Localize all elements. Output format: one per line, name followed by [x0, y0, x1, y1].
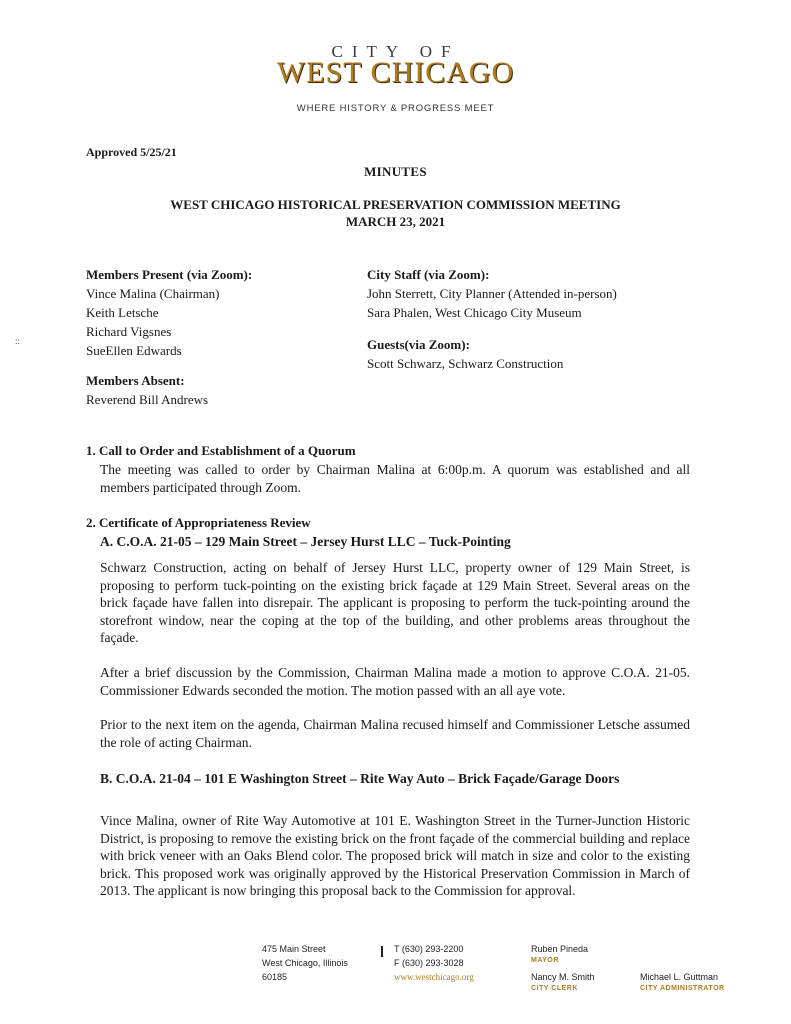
guest-name: Scott Schwarz, Schwarz Construction	[367, 356, 564, 371]
city-staff-header: City Staff (via Zoom):	[367, 267, 490, 282]
member-name: Vince Malina (Chairman)	[86, 286, 220, 301]
guests	[367, 335, 563, 373]
staff-name: Sara Phalen, West Chicago City Museum	[367, 305, 582, 320]
members-absent	[86, 371, 208, 409]
stray-mark: ::	[15, 336, 21, 346]
logo-city-of: CITY OF	[331, 42, 460, 61]
administrator-role: CITY ADMINISTRATOR	[640, 985, 725, 992]
clerk-name: Nancy M. Smith	[531, 972, 595, 982]
members-absent-header: Members Absent:	[86, 373, 185, 388]
item-b-paragraph-1: Vince Malina, owner of Rite Way Automotive at 101 E. Washington Street in the Turner-Junction Historic District, is proposing to remove the existing brick on the front façade of the commercial building and replace with brick veneer with an Oaks Blend color. The proposed brick will match in size and color to the existing brick. This proposed work was originally approved by the Historical Preservation Commission in March of 2013. The applicant is now bringing this proposal back to the Commission for approval.	[100, 813, 690, 898]
member-name: Richard Vigsnes	[86, 324, 172, 339]
footer-clerk	[531, 970, 595, 993]
meeting-title-line1: WEST CHICAGO HISTORICAL PRESERVATION COMMISSION MEETING	[170, 197, 621, 212]
item-a-paragraph-3: Prior to the next item on the agenda, Chairman Malina recused himself and Commissioner Letsche assumed the role of acting Chairman.	[100, 717, 690, 750]
phone-number: T (630) 293-2200	[394, 944, 464, 954]
item-b-title: B. C.O.A. 21-04 – 101 E Washington Street – Rite Way Auto – Brick Façade/Garage Doors	[100, 771, 620, 786]
footer-administrator	[640, 970, 725, 993]
meeting-date: MARCH 23, 2021	[345, 214, 446, 229]
logo-west-chicago: WEST CHICAGO	[276, 56, 515, 89]
address-street: 475 Main Street	[262, 944, 326, 954]
meeting-title	[0, 196, 791, 230]
footer-divider	[381, 946, 383, 957]
section-2-title: 2. Certificate of Appropriateness Review	[86, 515, 311, 530]
footer-contact	[394, 942, 474, 984]
city-staff	[367, 265, 617, 322]
logo-tagline: WHERE HISTORY & PROGRESS MEET	[296, 103, 495, 114]
website-link[interactable]: www.westchicago.org	[394, 972, 474, 982]
member-name: Keith Letsche	[86, 305, 159, 320]
approved-date: Approved 5/25/21	[86, 145, 177, 159]
members-present	[86, 265, 252, 360]
mayor-role: MAYOR	[531, 957, 559, 964]
guests-header: Guests(via Zoom):	[367, 337, 470, 352]
item-a-paragraph-1: Schwarz Construction, acting on behalf of Jersey Hurst LLC, property owner of 129 Main Street, is proposing to perform tuck-pointing on the existing brick façade at 129 Main Street. Several areas on the brick façade have fallen into disrepair. The applicant is proposing to perform the tuck-pointing around the storefront window, near the coping at the top of the building, and other problems areas throughout the façade.	[100, 560, 690, 645]
item-a-title: A. C.O.A. 21-05 – 129 Main Street – Jersey Hurst LLC – Tuck-Pointing	[100, 534, 511, 549]
item-a-paragraph-2: After a brief discussion by the Commission, Chairman Malina made a motion to approve C.O.A. 21-05. Commissioner Edwards seconded the motion. The motion passed with an all aye vote.	[100, 665, 690, 698]
section-1-title: 1. Call to Order and Establishment of a Quorum	[86, 443, 356, 458]
clerk-role: CITY CLERK	[531, 985, 578, 992]
footer-mayor	[531, 942, 588, 965]
staff-name: John Sterrett, City Planner (Attended in-person)	[367, 286, 617, 301]
fax-number: F (630) 293-3028	[394, 958, 464, 968]
members-present-header: Members Present (via Zoom):	[86, 267, 253, 282]
absent-member-name: Reverend Bill Andrews	[86, 392, 209, 407]
member-name: SueEllen Edwards	[86, 343, 182, 358]
mayor-name: Ruben Pineda	[531, 944, 589, 954]
section-1-body: The meeting was called to order by Chairman Malina at 6:00p.m. A quorum was established and all members participated through Zoom.	[100, 462, 690, 495]
administrator-name: Michael L. Guttman	[640, 972, 719, 982]
address-city: West Chicago, Illinois	[262, 958, 348, 968]
address-zip: 60185	[262, 972, 288, 982]
document-title: MINUTES	[364, 164, 427, 179]
footer-address	[262, 942, 348, 984]
